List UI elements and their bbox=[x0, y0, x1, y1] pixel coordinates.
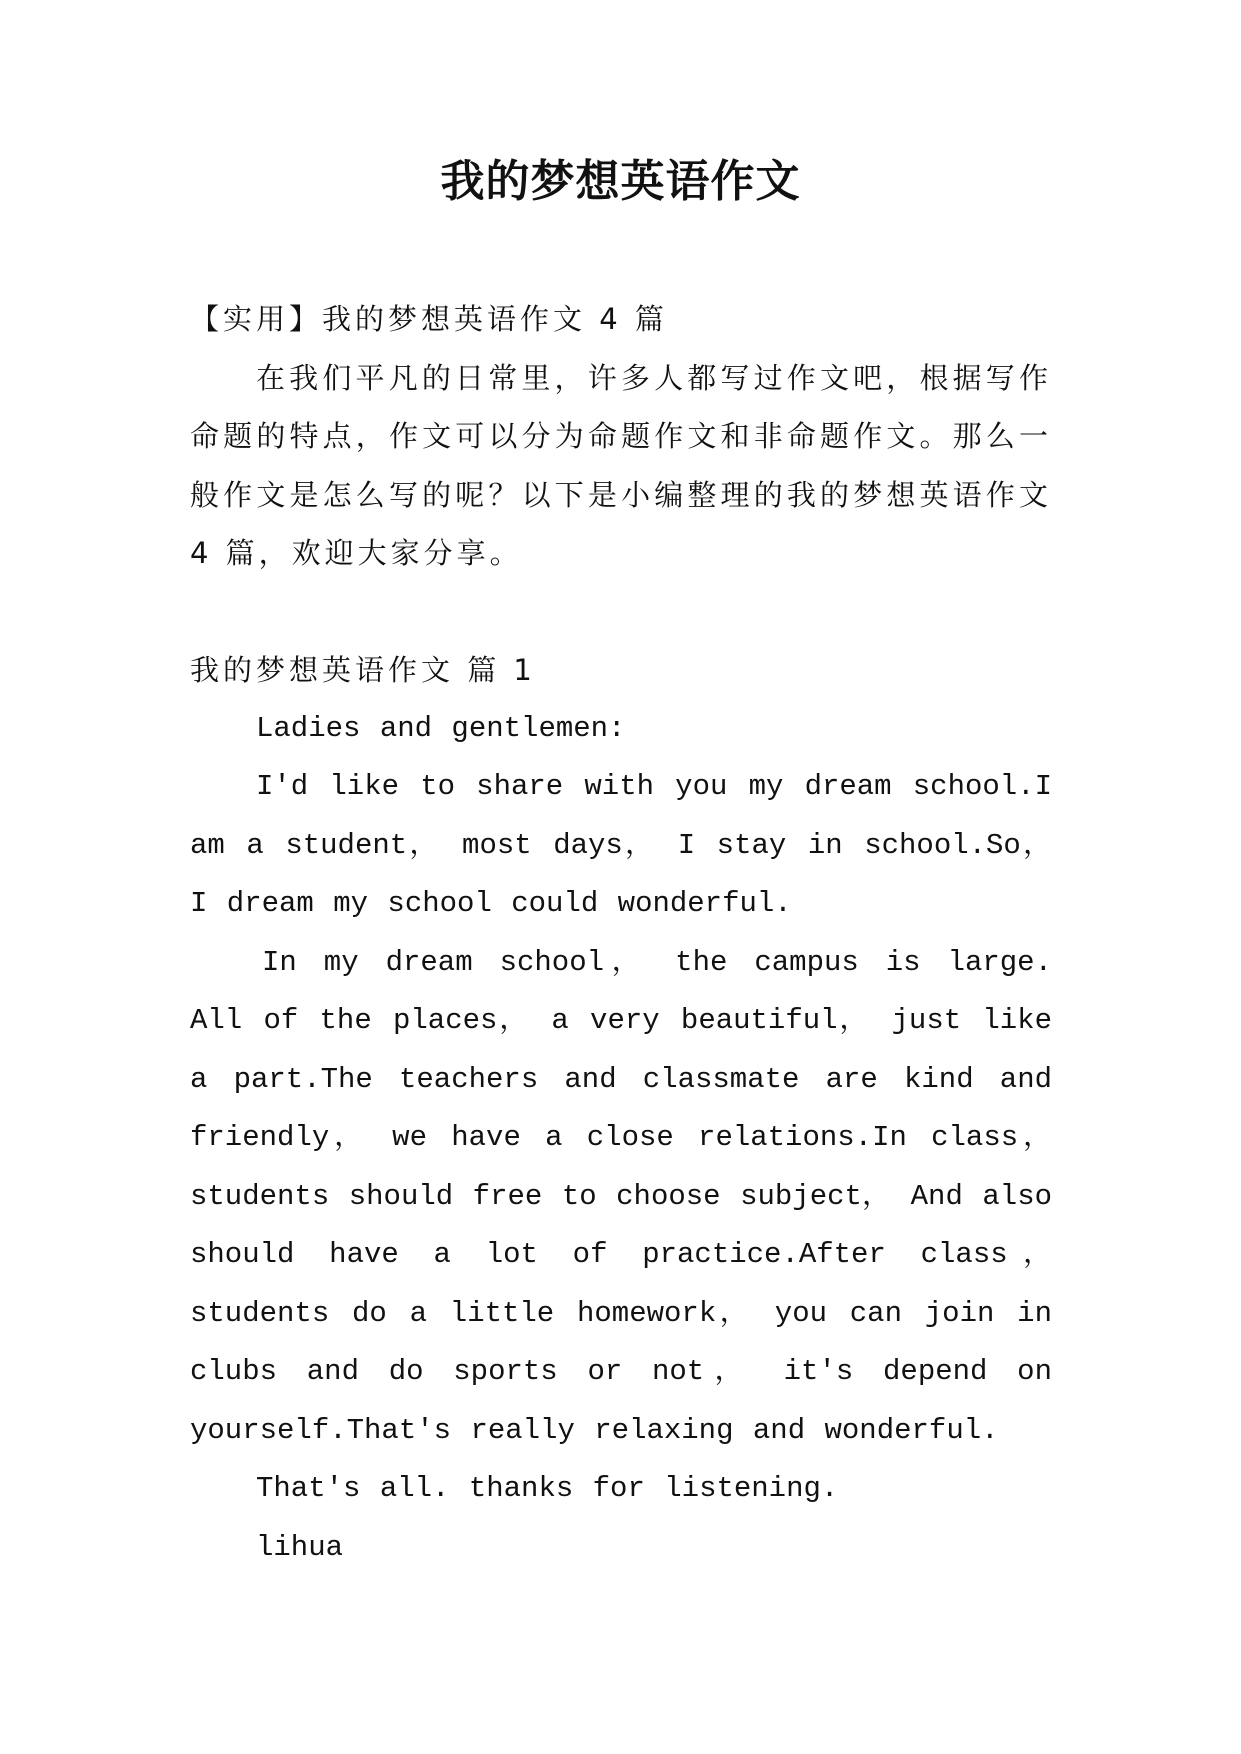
intro-paragraph: 在我们平凡的日常里，许多人都写过作文吧，根据写作命题的特点，作文可以分为命题作文和非命题作文。那么一般作文是怎么写的呢？以下是小编整理的我的梦想英语作文 4 篇，欢迎大家分享。 bbox=[190, 360, 1052, 570]
essay-paragraph-2: In my dream school， the campus is large. All of the places， a very beautiful， just like a part.The teachers and classmate are kind and friendly， we have a close relations.In class， students should free to choose subject， And also should have a lot of practice.After class， students do a little homework， you can join in clubs and do sports or not， it's depend on yourself.That's really relaxing and wonderful. bbox=[190, 945, 1052, 1447]
essay-paragraph-1: I'd like to share with you my dream school.I am a student， most days， I stay in school.So， I dream my school could wonderful. bbox=[190, 770, 1052, 920]
salutation: Ladies and gentlemen: bbox=[256, 711, 626, 745]
document-subtitle: 【实用】我的梦想英语作文 4 篇 bbox=[190, 302, 668, 336]
page-title: 我的梦想英语作文 bbox=[440, 156, 801, 207]
document-body bbox=[190, 290, 1052, 1577]
closing-line: That's all. thanks for listening. bbox=[256, 1472, 839, 1505]
signature: lihua bbox=[256, 1530, 344, 1564]
section-heading: 我的梦想英语作文 篇 1 bbox=[190, 653, 536, 687]
paragraph-spacer bbox=[190, 583, 1052, 642]
